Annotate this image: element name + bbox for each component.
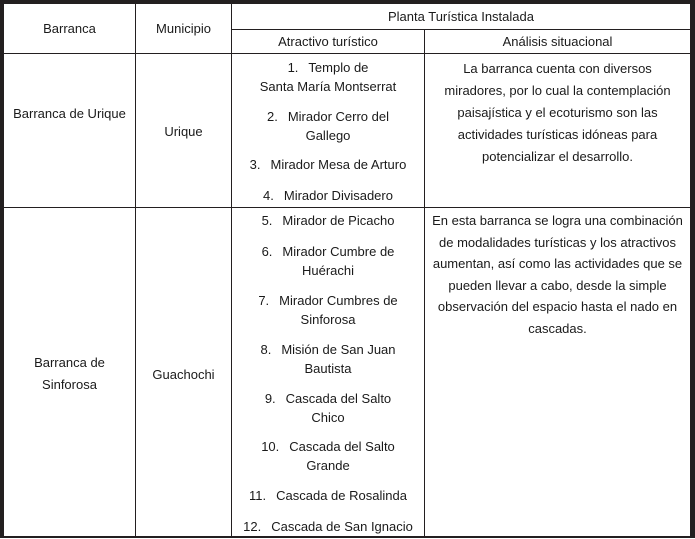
frame-border-left	[0, 0, 4, 537]
atractivo-item: 5. Mirador de Picacho	[261, 213, 395, 228]
frame-border-right	[690, 0, 695, 537]
atractivo-item: 10. Cascada del Salto Grande	[261, 439, 395, 473]
divider-col-1	[135, 4, 136, 537]
atractivo-item: 1. Templo de Santa María Montserrat	[259, 60, 397, 94]
header-atractivo: Atractivo turístico	[278, 34, 378, 49]
atractivo-item: 4. Mirador Divisadero	[263, 188, 393, 203]
analisis-sinforosa: En esta barranca se logra una combinación de modalidades turísticas y los atractivos aumentan, así como las actividades que se pueden llevar a cabo, desde la simple observación del espacio hasta el nado en cascadas.	[432, 213, 683, 336]
atractivo-item: 3. Mirador Mesa de Arturo	[249, 157, 407, 172]
municipio-urique: Urique	[164, 124, 203, 139]
atractivo-item: 2. Mirador Cerro del Gallego	[267, 109, 389, 143]
atractivo-item: 12. Cascada de San Ignacio	[243, 519, 413, 534]
divider-row-1	[4, 207, 691, 208]
header-municipio: Municipio	[156, 21, 211, 36]
atractivo-item: 9. Cascada del Salto Chico	[264, 391, 392, 425]
municipio-guachochi: Guachochi	[152, 367, 215, 382]
atractivo-item: 7. Mirador Cumbres de Sinforosa	[258, 293, 398, 327]
atractivo-item: 11. Cascada de Rosalinda	[249, 488, 407, 503]
header-barranca: Barranca	[43, 21, 96, 36]
header-planta-turistica: Planta Turística Instalada	[388, 8, 534, 24]
barranca-sinforosa: Barranca de Sinforosa	[34, 355, 105, 392]
atractivo-item: 6. Mirador Cumbre de Huérachi	[261, 244, 395, 278]
barranca-urique: Barranca de Urique	[13, 106, 126, 121]
analisis-urique: La barranca cuenta con diversos miradores, por lo cual la contemplación paisajística y el ecoturismo son las actividades turísticas idóneas para potencializar el desarrollo.	[444, 61, 671, 164]
header-analisis: Análisis situacional	[502, 34, 613, 49]
atractivo-item: 8. Misión de San Juan Bautista	[260, 342, 396, 376]
